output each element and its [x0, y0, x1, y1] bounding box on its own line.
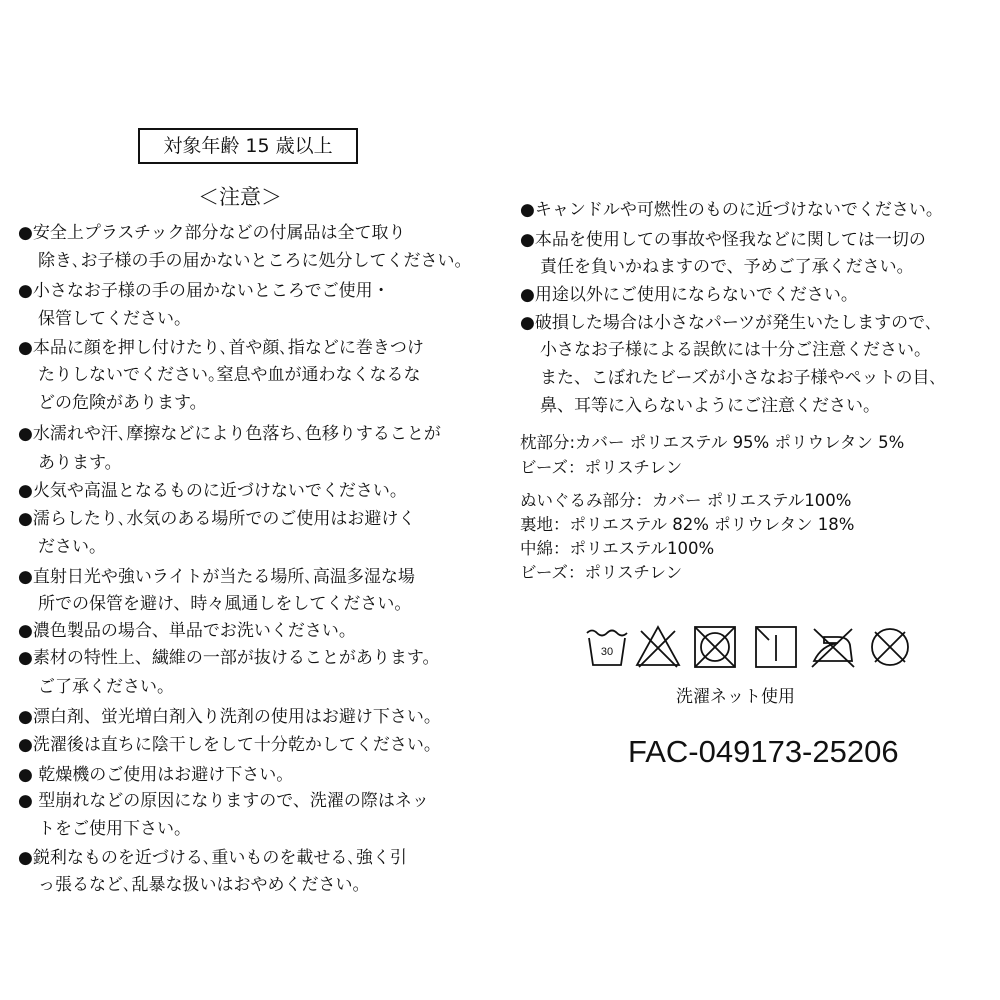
caution-line: ● 型崩れなどの原因になりますので、洗濯の際はネッ [18, 791, 429, 811]
care-symbols [580, 623, 920, 673]
no-iron-icon [810, 623, 856, 669]
no-bleach-icon [635, 623, 681, 669]
caution-line: 小さなお子様による誤飲には十分ご注意ください。 [540, 340, 931, 360]
no-dry-clean-icon [867, 623, 913, 669]
caution-line: ●素材の特性上、繊維の一部が抜けることがあります。 [18, 648, 440, 668]
caution-line: ●濃色製品の場合、単品でお洗いください。 [18, 621, 356, 641]
caution-title: ＜注意＞ [198, 185, 282, 209]
caution-line: ●キャンドルや可燃性のものに近づけないでください。 [520, 200, 943, 220]
wash-net-label: 洗濯ネット使用 [676, 687, 795, 707]
caution-line: ご了承ください。 [38, 677, 174, 697]
caution-line: ● 乾燥機のご使用はお避け下さい。 [18, 765, 294, 785]
caution-line: あります。 [38, 453, 122, 473]
caution-line: ●水濡れや汗､摩擦などにより色落ち､色移りすることが [18, 424, 441, 444]
caution-line: ●用途以外にご使用にならないでください。 [520, 285, 858, 305]
age-notice: 対象年齢 15 歳以上 [138, 128, 358, 164]
caution-line: ●小さなお子様の手の届かないところでご使用・ [18, 281, 390, 301]
no-tumble-dry-icon [692, 623, 738, 669]
caution-line: 除き､お子様の手の届かないところに処分してください。 [38, 251, 472, 271]
caution-line: どの危険があります。 [38, 393, 207, 413]
material-line: 裏地：ポリエステル 82% ポリウレタン 18% [520, 515, 855, 534]
caution-line: また、こぼれたビーズが小さなお子様やペットの目､ [540, 368, 938, 388]
caution-line: ●本品を使用しての事故や怪我などに関しては一切の [520, 230, 926, 250]
caution-line: 所での保管を避け、時々風通しをしてください。 [38, 594, 412, 614]
caution-line: ●洗濯後は直ちに陰干しをして十分乾かしてください。 [18, 735, 441, 755]
caution-line: 保管してください。 [38, 309, 191, 329]
caution-line: ●火気や高温となるものに近づけないでください。 [18, 481, 407, 501]
hand-wash-30-icon [584, 623, 630, 669]
material-line: 枕部分:カバー ポリエステル 95% ポリウレタン 5% [520, 433, 905, 452]
caution-line: たりしないでください｡窒息や血が通わなくなるな [38, 365, 421, 385]
material-line: ぬいぐるみ部分：カバー ポリエステル100% [520, 491, 852, 510]
caution-line: トをご使用下さい。 [38, 819, 191, 839]
material-line: 中綿：ポリエステル100% [520, 539, 715, 558]
caution-line: ●漂白剤、蛍光増白剤入り洗剤の使用はお避け下さい。 [18, 707, 441, 727]
caution-line: ●安全上プラスチック部分などの付属品は全て取り [18, 223, 406, 243]
caution-line: 鼻、耳等に入らないようにご注意ください。 [540, 396, 880, 416]
caution-line: ●直射日光や強いライトが当たる場所､高温多湿な場 [18, 567, 415, 587]
material-line: ビーズ：ポリスチレン [520, 563, 683, 582]
material-line: ビーズ：ポリスチレン [520, 458, 683, 477]
line-dry-shade-icon [753, 623, 799, 669]
caution-line: ●濡らしたり､水気のある場所でのご使用はお避けく [18, 509, 416, 529]
caution-line: ●本品に顔を押し付けたり､首や顔､指などに巻きつけ [18, 338, 424, 358]
caution-line: ださい。 [38, 537, 106, 557]
caution-line: 責任を負いかねますので、予めご了承ください。 [540, 257, 914, 277]
caution-line: っ張るなど､乱暴な扱いはおやめください。 [38, 875, 370, 895]
caution-line: ●鋭利なものを近づける､重いものを載せる､強く引 [18, 848, 407, 868]
caution-line: ●破損した場合は小さなパーツが発生いたしますので､ [520, 313, 934, 333]
wash-temp-label: 30 [600, 646, 614, 658]
product-code: FAC-049173-25206 [628, 734, 899, 769]
